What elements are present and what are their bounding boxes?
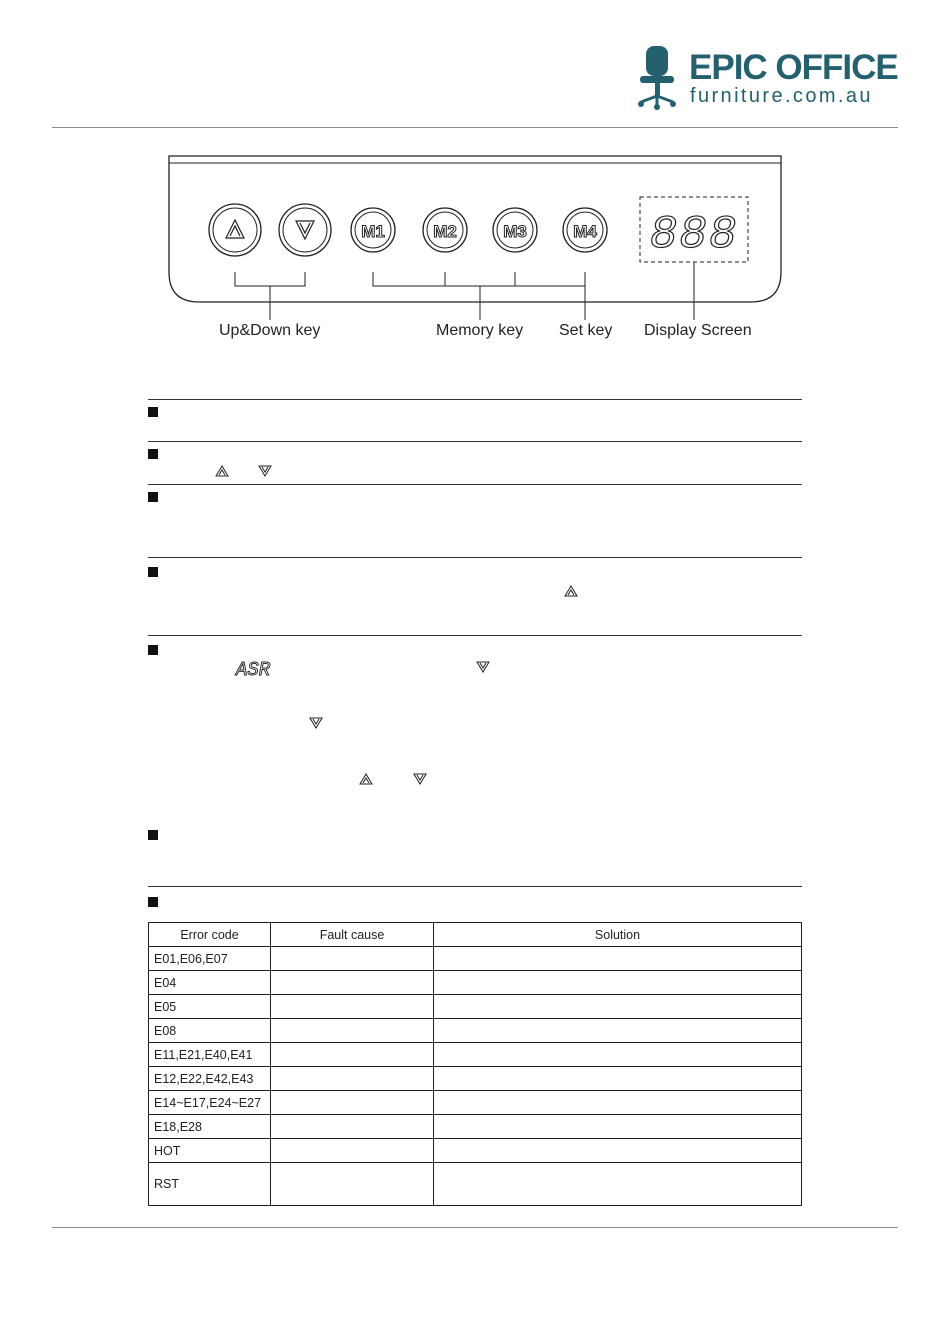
solution-cell — [434, 947, 802, 971]
square-bullet-icon — [148, 449, 158, 459]
brand-subtitle: furniture.com.au — [690, 85, 873, 107]
square-bullet-icon — [148, 830, 158, 840]
error-code-header: Error code — [149, 923, 271, 947]
chevron-up-icon — [215, 465, 229, 477]
fault-cause-cell — [271, 995, 434, 1019]
error-code-cell: E12,E22,E42,E43 — [149, 1067, 271, 1091]
footer-divider — [52, 1227, 898, 1228]
chevron-down-icon — [413, 773, 427, 785]
fault-cause-cell — [271, 1043, 434, 1067]
error-code-cell: E18,E28 — [149, 1115, 271, 1139]
square-bullet-icon — [148, 897, 158, 907]
error-code-cell: RST — [149, 1163, 271, 1206]
error-code-cell: E01,E06,E07 — [149, 947, 271, 971]
display-digits: 888 — [649, 209, 739, 261]
square-bullet-icon — [148, 407, 158, 417]
solution-cell — [434, 971, 802, 995]
fault-cause-cell — [271, 1139, 434, 1163]
m4-key — [563, 208, 607, 252]
solution-cell — [434, 1091, 802, 1115]
table-row — [149, 1067, 802, 1091]
m3-key — [493, 208, 537, 252]
section-divider — [148, 557, 802, 558]
fault-cause-cell — [271, 1115, 434, 1139]
display-screen-label: Display Screen — [644, 322, 752, 339]
solution-cell — [434, 1043, 802, 1067]
m4-key-label: M4 — [573, 222, 597, 241]
table-row — [149, 1043, 802, 1067]
solution-cell — [434, 995, 802, 1019]
m2-key-label: M2 — [433, 222, 457, 241]
table-row — [149, 947, 802, 971]
error-code-cell: E08 — [149, 1019, 271, 1043]
table-row — [149, 995, 802, 1019]
error-code-cell: E11,E21,E40,E41 — [149, 1043, 271, 1067]
table-row — [149, 1163, 802, 1206]
section-divider — [148, 484, 802, 485]
table-row — [149, 1115, 802, 1139]
memory-key-label: Memory key — [436, 322, 524, 339]
square-bullet-icon — [148, 645, 158, 655]
error-code-cell: E04 — [149, 971, 271, 995]
chevron-up-icon — [359, 773, 373, 785]
table-row — [149, 1139, 802, 1163]
section-divider — [148, 886, 802, 887]
fault-cause-cell — [271, 1163, 434, 1206]
header-divider — [52, 127, 898, 128]
m2-key — [423, 208, 467, 252]
fault-cause-header: Fault cause — [271, 923, 434, 947]
chevron-down-icon — [309, 717, 323, 729]
fault-cause-cell — [271, 1019, 434, 1043]
fault-cause-cell — [271, 947, 434, 971]
square-bullet-icon — [148, 492, 158, 502]
solution-header: Solution — [434, 923, 802, 947]
chevron-down-icon — [476, 661, 490, 673]
error-code-cell: E05 — [149, 995, 271, 1019]
fault-cause-cell — [271, 1067, 434, 1091]
error-code-table — [148, 922, 802, 1206]
solution-cell — [434, 1163, 802, 1206]
solution-cell — [434, 1019, 802, 1043]
set-key-label: Set key — [559, 322, 613, 339]
table-row — [149, 971, 802, 995]
m1-key — [351, 208, 395, 252]
fault-cause-cell — [271, 971, 434, 995]
solution-cell — [434, 1139, 802, 1163]
m1-key-label: M1 — [361, 222, 385, 241]
chair-logo-icon — [636, 44, 680, 110]
up-key — [209, 204, 261, 256]
fault-cause-cell — [271, 1091, 434, 1115]
updown-key-label: Up&Down key — [219, 322, 321, 339]
square-bullet-icon — [148, 567, 158, 577]
table-header-row — [149, 923, 802, 947]
section-divider — [148, 635, 802, 636]
chevron-down-icon — [258, 465, 272, 477]
table-row — [149, 1019, 802, 1043]
section-divider — [148, 441, 802, 442]
chevron-up-icon — [564, 585, 578, 597]
m3-key-label: M3 — [503, 222, 527, 241]
brand-title: EPIC OFFICE — [689, 48, 898, 87]
section-divider — [148, 399, 802, 400]
solution-cell — [434, 1067, 802, 1091]
error-code-cell: E14~E17,E24~E27 — [149, 1091, 271, 1115]
error-code-cell: HOT — [149, 1139, 271, 1163]
control-panel-diagram — [160, 150, 790, 350]
asr-display-code — [234, 658, 274, 678]
solution-cell — [434, 1115, 802, 1139]
svg-text:ASR: ASR — [236, 659, 271, 678]
table-row — [149, 1091, 802, 1115]
down-key — [279, 204, 331, 256]
